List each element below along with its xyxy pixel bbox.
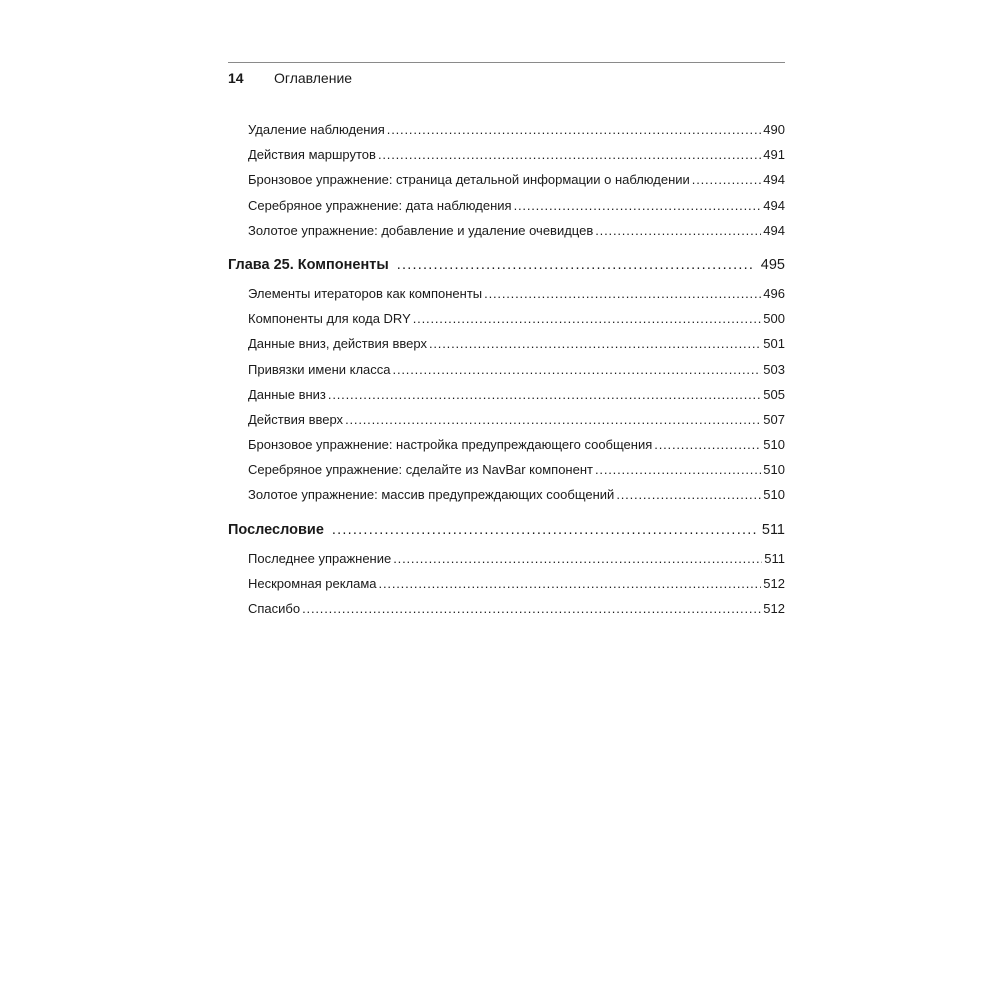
running-head (228, 67, 785, 89)
toc-entry-page: 491 (763, 147, 785, 163)
toc-entry (228, 218, 785, 243)
toc-entry (228, 571, 785, 596)
dot-leader (332, 517, 756, 543)
toc-entry-page: 494 (763, 172, 785, 188)
toc-entry-title: Действия маршрутов (248, 147, 376, 163)
toc-entry-page: 490 (763, 122, 785, 137)
toc-entry (228, 167, 785, 192)
toc-entry (228, 117, 785, 142)
toc-entry-title: Последнее упражнение (248, 550, 392, 566)
dot-leader (328, 382, 761, 407)
dot-leader (429, 331, 761, 356)
page-number: 14 (228, 70, 244, 86)
dot-leader (302, 596, 761, 621)
chapter-title: Глава 25. Компоненты (228, 256, 389, 273)
toc-entry-page: 505 (763, 386, 785, 402)
dot-leader (379, 571, 762, 596)
toc-entry-page: 501 (763, 336, 785, 352)
toc-entry-title: Действия вверх (248, 411, 344, 427)
dot-leader (692, 167, 762, 192)
toc-entry (228, 281, 785, 306)
toc-entry-title: Золотое упражнение: добавление и удаление очевидцев (248, 222, 594, 238)
toc-entry (228, 357, 785, 382)
toc-entry-title: Золотое упражнение: массив предупреждающих сообщений (248, 487, 615, 503)
toc-entry-page: 510 (763, 437, 785, 453)
toc-entry-page: 510 (763, 487, 785, 503)
toc-entry-page: 510 (763, 462, 785, 478)
toc-entry-title: Удаление наблюдения (248, 122, 385, 137)
toc-entry (228, 407, 785, 432)
toc-entry-page: 496 (763, 285, 785, 301)
toc-entry-page: 503 (763, 361, 785, 377)
toc-entry-page: 512 (763, 601, 785, 616)
toc-entry (228, 331, 785, 356)
toc-entry-page: 511 (764, 550, 785, 566)
toc-entry (228, 382, 785, 407)
dot-leader (413, 306, 762, 331)
toc-entry-title: Серебряное упражнение: сделайте из NavBar компонент (248, 462, 593, 478)
dot-leader (484, 281, 761, 306)
toc-entry (228, 457, 785, 482)
chapter-title: Послесловие (228, 521, 324, 538)
dot-leader (616, 482, 761, 507)
toc-entry-title: Спасибо (248, 601, 301, 616)
dot-leader (595, 218, 761, 243)
toc-entry-title: Данные вниз (248, 386, 326, 402)
toc-entry-page: 494 (763, 222, 785, 238)
running-head-title: Оглавление (274, 70, 353, 86)
toc-entry (228, 596, 785, 621)
dot-leader (393, 546, 762, 571)
dot-leader (387, 117, 762, 142)
dot-leader (595, 457, 761, 482)
toc-entry-title: Компоненты для кода DRY (248, 311, 411, 327)
toc-entry-page: 507 (763, 411, 785, 427)
dot-leader (345, 407, 761, 432)
toc-entry (228, 193, 785, 218)
toc-entry-title: Бронзовое упражнение: страница детальной информации о наблюдении (248, 172, 690, 188)
dot-leader (654, 432, 761, 457)
chapter-page: 511 (761, 521, 785, 538)
toc-entry (228, 546, 785, 571)
toc-chapter-heading (228, 252, 785, 278)
dot-leader (397, 252, 755, 278)
toc-entry (228, 432, 785, 457)
toc-entry-title: Серебряное упражнение: дата наблюдения (248, 197, 512, 213)
toc-entry-title: Привязки имени класса (248, 361, 391, 377)
dot-leader (393, 357, 762, 382)
toc-entry (228, 306, 785, 331)
dot-leader (514, 193, 762, 218)
toc-entry-page: 500 (763, 311, 785, 327)
toc-entry-title: Нескромная реклама (248, 575, 377, 591)
toc-entry-title: Данные вниз, действия вверх (248, 336, 427, 352)
header-rule (228, 62, 785, 63)
toc-entry (228, 482, 785, 507)
toc-entry-page: 494 (763, 197, 785, 213)
toc-entry-page: 512 (763, 575, 785, 591)
table-of-contents (228, 117, 785, 621)
toc-entry-title: Бронзовое упражнение: настройка предупреждающего сообщения (248, 437, 653, 453)
dot-leader (378, 142, 761, 167)
book-page (228, 62, 785, 621)
toc-chapter-heading (228, 517, 785, 543)
toc-entry-title: Элементы итераторов как компоненты (248, 285, 483, 301)
chapter-page: 495 (760, 256, 785, 273)
toc-entry (228, 142, 785, 167)
